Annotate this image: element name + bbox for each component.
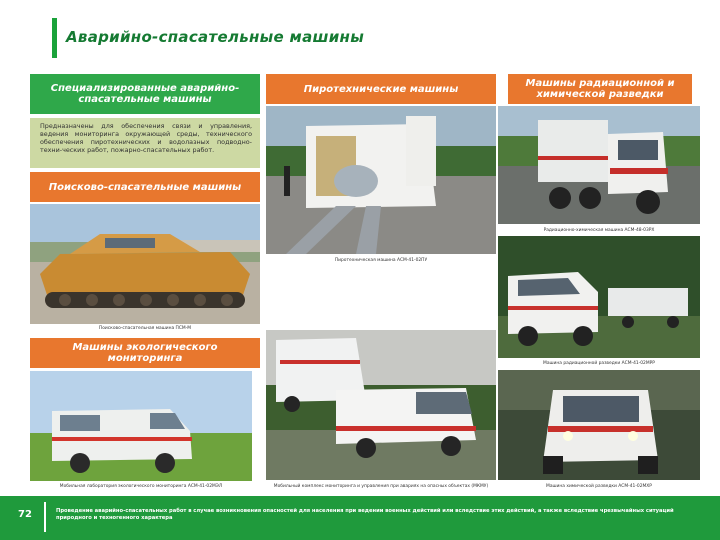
header-pyrotechnic: Пиротехнические машины <box>266 74 496 104</box>
photo-pyrotechnic-van <box>266 106 496 254</box>
caption-psm: Поисково-спасательная машина ПСМ-М <box>98 326 192 331</box>
page-number: 72 <box>18 509 32 520</box>
photo-monitoring-complex <box>266 330 496 480</box>
caption-radiation-truck: Радиационно-химическая машина АСМ-48-03РХ <box>543 228 655 233</box>
photo-radiation-recon-suv <box>498 236 700 358</box>
description-specialized: Предназначены для обеспечения связи и управления, ведения мониторинга окружающей среды, технического обеспечения пиротехнических и водолазных подводно-техни-ческих работ, пожарно-спасательных работ. <box>30 118 260 168</box>
photo-radiation-truck <box>498 106 700 224</box>
title-accent-bar <box>52 18 57 58</box>
page-title: Аварийно-спасательные машины <box>66 28 365 46</box>
photo-eco-lab-van <box>30 371 252 481</box>
header-specialized: Специализированные аварийно-спасательные машины <box>30 74 260 114</box>
caption-radiation-recon: Машина радиационной разведки АСМ-41-02МРР <box>543 361 655 366</box>
photo-chemical-recon-suv <box>498 370 700 480</box>
caption-pyrotechnic: Пиротехническая машина АСМ-41-02ПУ <box>334 258 428 263</box>
header-search-rescue: Поисково-спасательные машины <box>30 172 260 202</box>
caption-monitoring-complex: Мобильный комплекс мониторинга и управления при авариях на опасных объектах (МКМУ) <box>273 484 489 489</box>
caption-chemical-recon: Машина химической разведки АСМ-41-02МХР <box>546 484 652 489</box>
header-eco-monitoring: Машины экологического мониторинга <box>30 338 260 368</box>
footer-divider <box>44 502 46 532</box>
photo-psm-tracked-vehicle <box>30 204 260 324</box>
header-radiation: Машины радиационной и химической разведки <box>508 74 692 104</box>
caption-eco-lab: Мобильная лаборатория экологического мониторинга АСМ-41-02МЭЛ <box>59 484 223 489</box>
footer-text: Проведение аварийно-спасательных работ в случае возникновения опасностей для населения при ведении военных действий или вследствие этих действий, а также вследствие чрезвычайных ситуаций природного и техногенного характера <box>56 508 674 521</box>
